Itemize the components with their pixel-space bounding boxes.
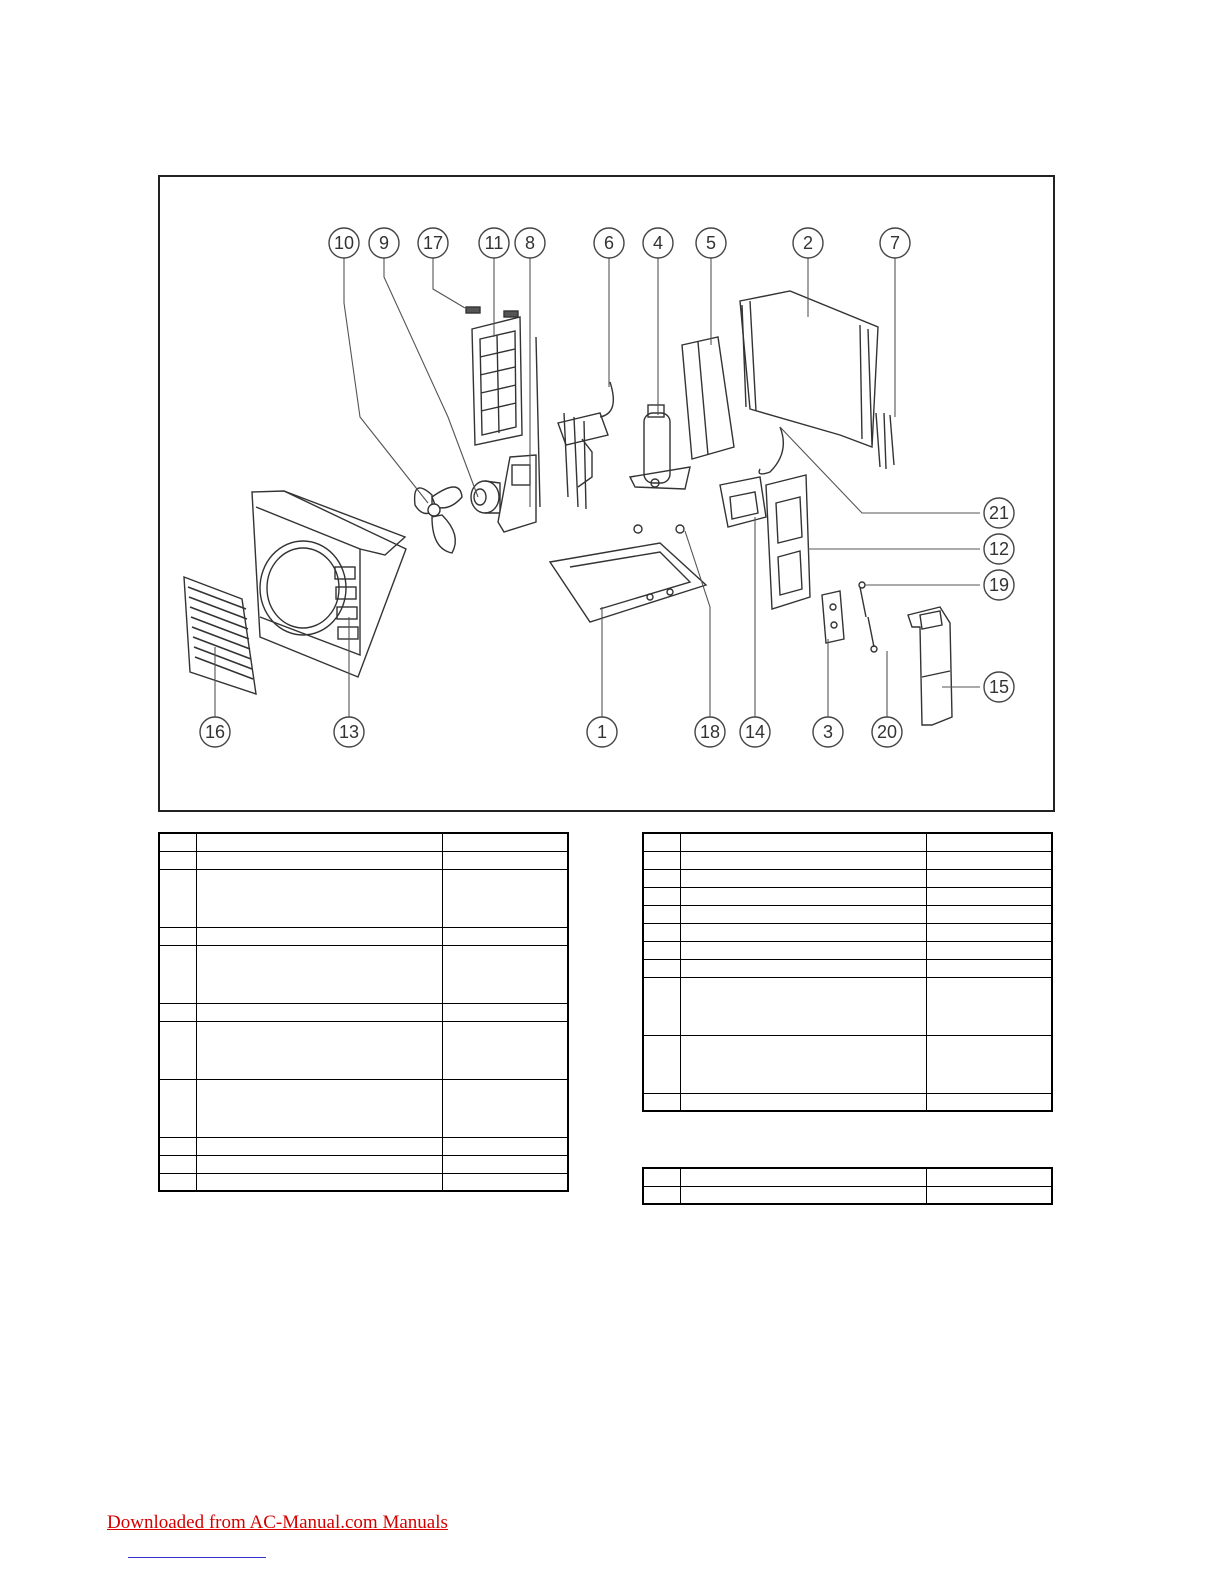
table-cell <box>159 1137 197 1155</box>
callout-number: 1 <box>596 722 608 742</box>
table-cell <box>681 1168 927 1186</box>
table-cell <box>927 959 1053 977</box>
callout-number: 7 <box>889 233 901 253</box>
callout-number: 11 <box>484 233 504 253</box>
callout-number: 21 <box>988 503 1010 523</box>
callout-10 <box>329 228 359 258</box>
table-cell <box>443 927 569 945</box>
table-cell <box>443 945 569 1003</box>
table-cell <box>927 1186 1053 1204</box>
callout-number: 4 <box>652 233 664 253</box>
base-pan-part <box>550 543 706 622</box>
callout-11 <box>479 228 509 258</box>
table-row <box>159 1173 568 1191</box>
table-cell <box>643 959 681 977</box>
table-cell <box>443 1155 569 1173</box>
table-row <box>643 1035 1052 1093</box>
table-cell <box>643 923 681 941</box>
callout-number: 6 <box>603 233 615 253</box>
table-cell <box>159 927 197 945</box>
table-row <box>159 945 568 1003</box>
front-grille-part <box>184 577 256 694</box>
table-cell <box>927 851 1053 869</box>
parts-list-right-lower <box>642 1167 1053 1205</box>
callout-3 <box>813 717 843 747</box>
table-row <box>643 887 1052 905</box>
table-cell <box>197 1137 443 1155</box>
source-link[interactable]: Downloaded from AC-Manual.com Manuals <box>107 1512 448 1533</box>
table-cell <box>927 905 1053 923</box>
table-cell <box>197 1155 443 1173</box>
table-cell <box>197 833 443 851</box>
table-cell <box>443 1079 569 1137</box>
compressor-part <box>630 405 690 533</box>
table-cell <box>681 1093 927 1111</box>
callout-number: 5 <box>705 233 717 253</box>
part-drawings <box>184 291 952 725</box>
table-cell <box>197 1003 443 1021</box>
callout-1 <box>587 717 617 747</box>
table-cell <box>443 851 569 869</box>
callout-number: 2 <box>802 233 814 253</box>
table-cell <box>927 923 1053 941</box>
table-row <box>643 833 1052 851</box>
valve-parts <box>859 582 877 652</box>
table-row <box>643 1093 1052 1111</box>
table-row <box>643 905 1052 923</box>
sensor-wire-part <box>759 427 783 474</box>
callout-8 <box>515 228 545 258</box>
table-row <box>159 1155 568 1173</box>
table-cell <box>681 887 927 905</box>
parts-list-left <box>158 832 569 1192</box>
callout-number: 19 <box>988 575 1010 595</box>
condenser-part <box>740 291 894 469</box>
callout-19 <box>984 570 1014 600</box>
table-cell <box>681 869 927 887</box>
table-row <box>159 1021 568 1079</box>
callout-16 <box>200 717 230 747</box>
table-cell <box>927 869 1053 887</box>
table-cell <box>443 869 569 927</box>
callout-17 <box>418 228 448 258</box>
table-cell <box>643 1186 681 1204</box>
table-cell <box>159 833 197 851</box>
callout-number: 8 <box>524 233 536 253</box>
table-cell <box>159 1079 197 1137</box>
table-cell <box>927 941 1053 959</box>
footer-rule <box>128 1557 266 1558</box>
table-cell <box>643 977 681 1035</box>
callout-2 <box>793 228 823 258</box>
fan-motor-part <box>471 481 500 513</box>
table-cell <box>681 941 927 959</box>
table-row <box>643 1168 1052 1186</box>
callout-number: 9 <box>378 233 390 253</box>
table-row <box>159 869 568 927</box>
callout-layer <box>200 228 1014 747</box>
table-cell <box>643 869 681 887</box>
callout-number: 14 <box>744 722 766 742</box>
valve-cover-part <box>908 607 952 725</box>
table-cell <box>927 1093 1053 1111</box>
table-cell <box>681 959 927 977</box>
table-cell <box>443 833 569 851</box>
table-row <box>159 1137 568 1155</box>
table-cell <box>927 1168 1053 1186</box>
front-panel-part <box>252 491 406 677</box>
table-cell <box>643 833 681 851</box>
table-row <box>643 851 1052 869</box>
table-cell <box>643 941 681 959</box>
callout-20 <box>872 717 902 747</box>
table-cell <box>159 869 197 927</box>
exploded-view-drawing <box>160 177 1053 810</box>
table-cell <box>681 923 927 941</box>
table-cell <box>443 1003 569 1021</box>
callout-number: 12 <box>988 539 1010 559</box>
callout-15 <box>984 672 1014 702</box>
table-row <box>643 923 1052 941</box>
callout-number: 10 <box>333 233 355 253</box>
callout-number: 20 <box>876 722 898 742</box>
table-cell <box>927 887 1053 905</box>
table-cell <box>443 1173 569 1191</box>
table-row <box>643 977 1052 1035</box>
table-cell <box>681 905 927 923</box>
table-row <box>159 833 568 851</box>
callout-number: 3 <box>822 722 834 742</box>
table-row <box>159 851 568 869</box>
table-cell <box>197 927 443 945</box>
callout-number: 18 <box>699 722 721 742</box>
table-cell <box>643 851 681 869</box>
table-cell <box>197 851 443 869</box>
table-cell <box>927 1035 1053 1093</box>
table-cell <box>643 887 681 905</box>
callout-18 <box>695 717 725 747</box>
callout-number: 16 <box>204 722 226 742</box>
callout-7 <box>880 228 910 258</box>
table-cell <box>159 851 197 869</box>
table-cell <box>197 1021 443 1079</box>
terminal-block-part <box>822 591 844 643</box>
callout-14 <box>740 717 770 747</box>
table-row <box>159 1079 568 1137</box>
electric-box-part <box>720 477 766 527</box>
table-row <box>159 927 568 945</box>
callout-12 <box>984 534 1014 564</box>
table-cell <box>197 869 443 927</box>
separator-part <box>682 337 734 459</box>
table-cell <box>159 1155 197 1173</box>
table-cell <box>681 833 927 851</box>
callout-4 <box>643 228 673 258</box>
table-cell <box>159 1003 197 1021</box>
callout-9 <box>369 228 399 258</box>
callout-6 <box>594 228 624 258</box>
callout-13 <box>334 717 364 747</box>
table-cell <box>927 977 1053 1035</box>
table-row <box>643 941 1052 959</box>
table-row <box>643 1186 1052 1204</box>
exploded-view-diagram <box>158 175 1055 812</box>
callout-5 <box>696 228 726 258</box>
table-cell <box>927 833 1053 851</box>
table-cell <box>159 1021 197 1079</box>
table-cell <box>443 1137 569 1155</box>
table-cell <box>681 851 927 869</box>
callout-number: 13 <box>338 722 360 742</box>
table-cell <box>643 905 681 923</box>
callout-number: 15 <box>988 677 1010 697</box>
callout-21 <box>984 498 1014 528</box>
table-cell <box>159 1173 197 1191</box>
table-cell <box>443 1021 569 1079</box>
table-cell <box>197 1079 443 1137</box>
table-row <box>643 869 1052 887</box>
table-cell <box>681 977 927 1035</box>
piping-part <box>558 382 613 509</box>
table-cell <box>681 1035 927 1093</box>
fan-blade-part <box>415 487 462 553</box>
table-row <box>643 959 1052 977</box>
table-cell <box>197 1173 443 1191</box>
table-cell <box>197 945 443 1003</box>
table-cell <box>681 1186 927 1204</box>
table-cell <box>643 1168 681 1186</box>
table-cell <box>159 945 197 1003</box>
callout-number: 17 <box>422 233 444 253</box>
table-row <box>159 1003 568 1021</box>
parts-list-right-upper <box>642 832 1053 1112</box>
table-cell <box>643 1035 681 1093</box>
table-cell <box>643 1093 681 1111</box>
side-panel-part <box>766 475 810 609</box>
